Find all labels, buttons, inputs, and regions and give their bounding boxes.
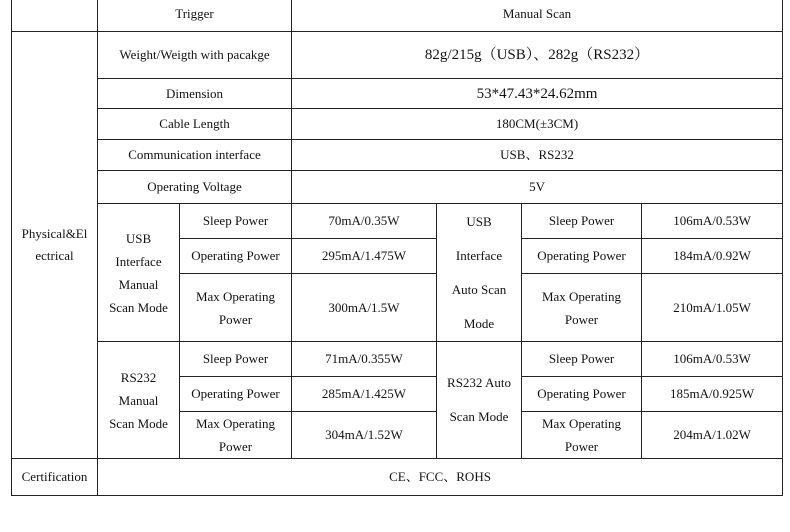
row-rs232-sleep [12,342,783,377]
dimension-label: Dimension [98,79,292,109]
usb-auto-max-label-text [526,285,637,331]
rs232-auto-max-value: 204mA/1.02W [642,412,783,459]
rs232-manual-sleep-value: 71mA/0.355W [292,342,437,377]
usb-manual-max-label-text [184,285,287,331]
weight-value: 82g/215g（USB）、282g（RS232） [292,32,783,79]
usb-auto-max-value: 210mA/1.05W [642,274,783,342]
usb-auto-max-label-line2: Power [564,311,599,327]
group-label-text [16,223,93,267]
usb-auto-sleep-value: 106mA/0.53W [642,204,783,239]
comm-value: USB、RS232 [292,140,783,171]
rs232-auto-operating-label: Operating Power [522,377,642,412]
usb-auto-line4: Mode [463,315,495,331]
rs232-auto-mode-text [441,366,517,434]
row-certification [12,459,783,496]
rs232-auto-max-label-line2: Power [564,439,599,454]
row-voltage [12,171,783,204]
usb-auto-line1: USB [466,213,492,229]
voltage-label: Operating Voltage [98,171,292,204]
group-label-line2: ectrical [35,248,74,263]
rs232-auto-line1: RS232 Auto [447,375,511,390]
rs232-manual-line1: RS232 [120,369,157,385]
rs232-manual-max-label-text [184,412,287,458]
rs232-manual-max-label [180,412,292,459]
rs232-auto-max-label-line1: Max Operating [541,416,622,431]
rs232-manual-max-value: 304mA/1.52W [292,412,437,459]
rs232-manual-max-label-line1: Max Operating [195,416,276,431]
usb-manual-max-label-line1: Max Operating [195,288,276,304]
row-communication [12,140,783,171]
row-dimension [12,79,783,109]
usb-manual-mode [98,204,180,342]
rs232-auto-sleep-label: Sleep Power [522,342,642,377]
usb-auto-operating-value: 184mA/0.92W [642,239,783,274]
group-cell-top [12,0,98,32]
usb-manual-mode-text [102,227,175,319]
usb-auto-mode [437,204,522,342]
rs232-manual-operating-value: 285mA/1.425W [292,377,437,412]
rs232-manual-line3: Scan Mode [109,415,168,431]
usb-auto-max-label [522,274,642,342]
rs232-manual-mode [98,342,180,459]
usb-manual-sleep-label: Sleep Power [180,204,292,239]
rs232-auto-line2: Scan Mode [449,409,509,424]
usb-manual-operating-label: Operating Power [180,239,292,274]
rs232-manual-mode-text [102,366,175,435]
row-cable-length [12,109,783,140]
usb-manual-max-value: 300mA/1.5W [292,274,437,342]
group-label-line1: Physical&El [21,226,88,241]
row-usb-sleep [12,204,783,239]
usb-auto-operating-label: Operating Power [522,239,642,274]
usb-manual-line2: Interface [115,253,162,269]
row-weight [12,32,783,79]
rs232-auto-mode [437,342,522,459]
weight-label: Weight/Weigth with pacakge [98,32,292,79]
rs232-manual-max-label-line2: Power [218,439,253,454]
cable-value: 180CM(±3CM) [292,109,783,140]
usb-auto-mode-text [441,205,517,341]
usb-auto-max-label-line1: Max Operating [541,288,622,304]
rs232-auto-max-label [522,412,642,459]
usb-manual-line1: USB [125,230,152,246]
trigger-label: Trigger [98,0,292,32]
cable-label: Cable Length [98,109,292,140]
usb-manual-line4: Scan Mode [109,299,168,315]
usb-auto-line3: Auto Scan [451,281,507,297]
row-trigger [12,0,783,32]
group-label-physical-electrical [12,32,98,459]
trigger-value: Manual Scan [292,0,783,32]
usb-manual-max-label [180,274,292,342]
usb-manual-max-label-line2: Power [218,311,253,327]
spec-table [11,0,783,496]
rs232-manual-sleep-label: Sleep Power [180,342,292,377]
certification-value: CE、FCC、ROHS [98,459,783,496]
usb-auto-sleep-label: Sleep Power [522,204,642,239]
rs232-auto-operating-value: 185mA/0.925W [642,377,783,412]
usb-manual-line3: Manual [118,276,159,292]
rs232-auto-max-label-text [526,412,637,458]
usb-manual-sleep-value: 70mA/0.35W [292,204,437,239]
certification-label: Certification [12,459,98,496]
comm-label: Communication interface [98,140,292,171]
rs232-manual-line2: Manual [118,392,159,408]
voltage-value: 5V [292,171,783,204]
usb-manual-operating-value: 295mA/1.475W [292,239,437,274]
rs232-auto-sleep-value: 106mA/0.53W [642,342,783,377]
dimension-value: 53*47.43*24.62mm [292,79,783,109]
usb-auto-line2: Interface [455,247,503,263]
rs232-manual-operating-label: Operating Power [180,377,292,412]
